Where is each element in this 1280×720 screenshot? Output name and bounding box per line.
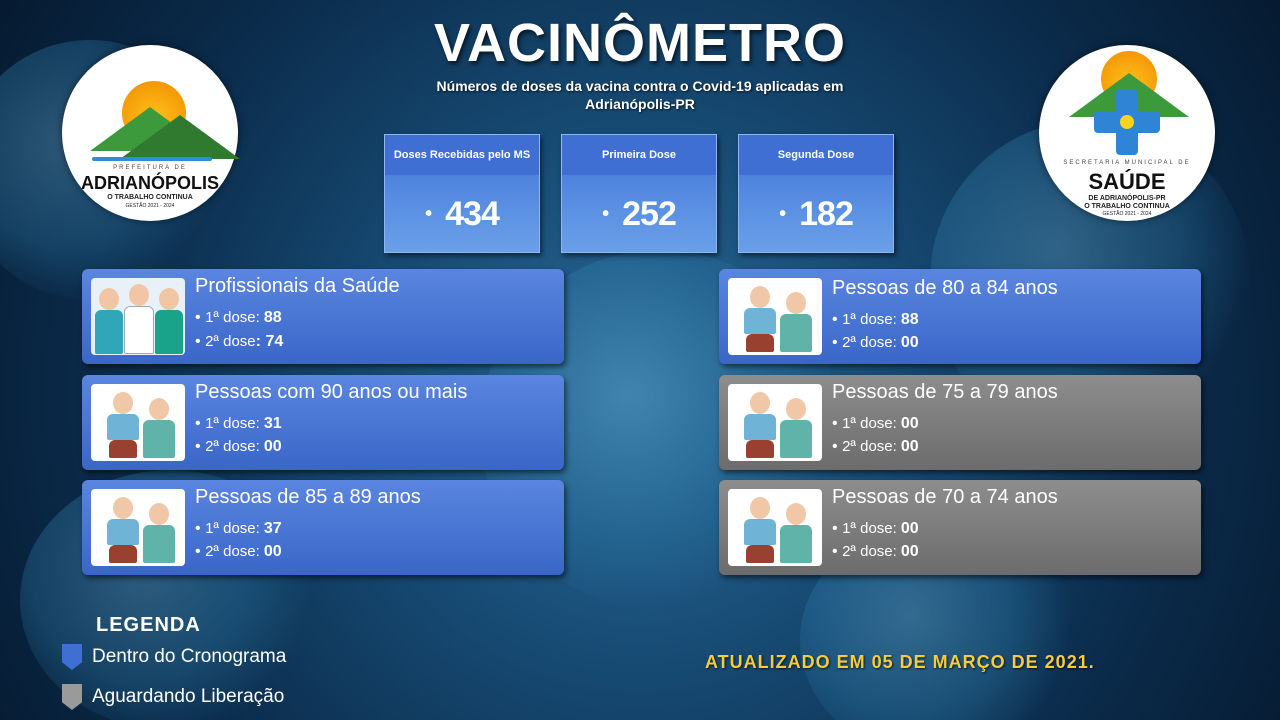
dose2-line: • 2ª dose: 00 — [195, 543, 282, 560]
updated-date: ATUALIZADO EM 05 DE MARÇO DE 2021. — [705, 652, 1095, 672]
dose1-value: 88 — [900, 311, 919, 328]
legend-label: Aguardando Liberação — [92, 686, 285, 707]
bullet: • — [779, 202, 786, 225]
group-title: Pessoas de 85 a 89 anos — [195, 486, 421, 508]
group-card-75-79 — [719, 375, 1201, 470]
logo-left-small: PREFEITURA DE — [113, 165, 187, 171]
stat-segunda-dose — [738, 134, 894, 253]
stat-value: 182 — [799, 194, 853, 233]
legend-item-aguardando — [62, 684, 284, 710]
wave-icon — [92, 157, 212, 161]
dose2-value: 74 — [265, 333, 284, 350]
stat-label: Primeira Dose — [562, 135, 716, 175]
group-title: Pessoas com 90 anos ou mais — [195, 381, 468, 403]
dose1-line: • 1ª dose: 88 — [195, 309, 282, 326]
logo-left-term: GESTÃO 2021 - 2024 — [125, 203, 175, 209]
legend-item-cronograma — [62, 644, 286, 670]
dose2-line: • 2ª dose: 74 — [195, 333, 284, 350]
dose1-value: 31 — [263, 415, 282, 432]
page-title: VACINÔMETRO — [434, 13, 846, 73]
logo-left-tagline: O TRABALHO CONTINUA — [107, 194, 193, 201]
health-professionals-illustration — [91, 278, 185, 355]
prefeitura-logo — [62, 45, 238, 221]
dose2-value: 00 — [900, 334, 919, 351]
dose2-line: • 2ª dose: 00 — [832, 543, 919, 560]
bullet: • — [425, 202, 432, 225]
dose1-line: • 1ª dose: 37 — [195, 520, 282, 537]
legend-label: Dentro do Cronograma — [92, 646, 287, 667]
elderly-couple-illustration — [91, 489, 185, 566]
mountain-icon — [120, 115, 240, 159]
logo-right-small: SECRETARIA MUNICIPAL DE — [1063, 160, 1191, 166]
health-cross-icon — [1094, 89, 1160, 155]
dose1-value: 88 — [263, 309, 282, 326]
stat-label: Doses Recebidas pelo MS — [385, 135, 539, 175]
group-title: Profissionais da Saúde — [195, 275, 400, 297]
dose2-line: • 2ª dose: 00 — [832, 334, 919, 351]
dose1-line: • 1ª dose: 88 — [832, 311, 919, 328]
stat-doses-recebidas — [384, 134, 540, 253]
elderly-couple-illustration — [728, 384, 822, 461]
dose1-value: 00 — [900, 520, 919, 537]
dose2-value: 00 — [900, 543, 919, 560]
legend-title: LEGENDA — [96, 614, 201, 636]
group-card-70-74 — [719, 480, 1201, 575]
stat-primeira-dose — [561, 134, 717, 253]
elderly-couple-illustration — [728, 489, 822, 566]
group-card-profissionais — [82, 269, 564, 364]
dose1-line: • 1ª dose: 00 — [832, 520, 919, 537]
logo-right-tagline: DE ADRIANÓPOLIS-PR — [1088, 195, 1166, 202]
stat-value: 434 — [445, 194, 499, 233]
gray-shield-icon — [62, 684, 82, 710]
dose2-value: 00 — [263, 438, 282, 455]
group-card-85-89 — [82, 480, 564, 575]
group-card-80-84 — [719, 269, 1201, 364]
dose2-line: • 2ª dose: 00 — [195, 438, 282, 455]
logo-right-term: GESTÃO 2021 - 2024 — [1102, 211, 1152, 217]
saude-logo — [1039, 45, 1215, 221]
stat-value: 252 — [622, 194, 676, 233]
logo-right-name: SAÚDE — [1088, 169, 1166, 194]
group-card-90-mais — [82, 375, 564, 470]
logo-left-name: ADRIANÓPOLIS — [80, 173, 219, 193]
group-title: Pessoas de 70 a 74 anos — [832, 486, 1058, 508]
group-title: Pessoas de 80 a 84 anos — [832, 277, 1058, 299]
dose1-value: 00 — [900, 415, 919, 432]
dose2-value: 00 — [900, 438, 919, 455]
blue-shield-icon — [62, 644, 82, 670]
elderly-couple-illustration — [728, 278, 822, 355]
dose1-value: 37 — [263, 520, 282, 537]
stat-label: Segunda Dose — [739, 135, 893, 175]
bullet: • — [602, 202, 609, 225]
page-subtitle: Números de doses da vacina contra o Covid-19 aplicadas em Adrianópolis-PR — [436, 78, 844, 112]
logo-right-tagline2: O TRABALHO CONTINUA — [1084, 203, 1170, 210]
dose1-line: • 1ª dose: 00 — [832, 415, 919, 432]
elderly-couple-illustration — [91, 384, 185, 461]
group-title: Pessoas de 75 a 79 anos — [832, 381, 1058, 403]
dose2-value: 00 — [263, 543, 282, 560]
dose1-line: • 1ª dose: 31 — [195, 415, 282, 432]
dose2-line: • 2ª dose: 00 — [832, 438, 919, 455]
